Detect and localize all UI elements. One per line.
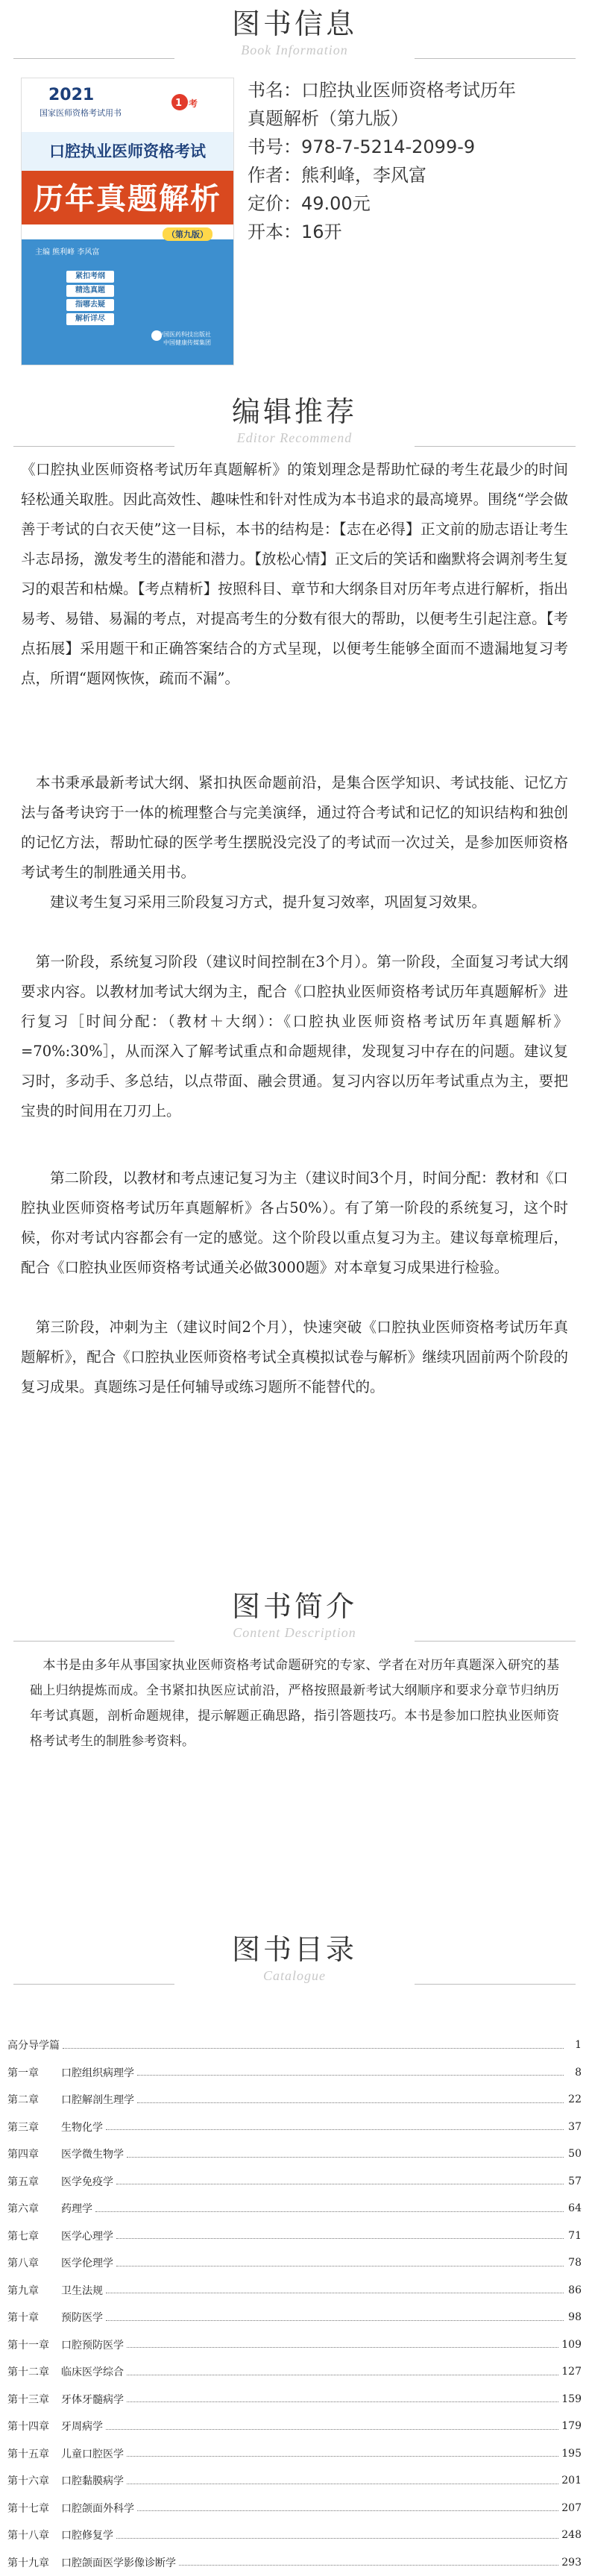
- toc-row: [7, 2222, 582, 2250]
- section-subtitle: Book Information: [0, 42, 589, 58]
- cover-series: 国家医师资格考试用书: [40, 107, 122, 119]
- cover-publisher: 中国医药科技出版社 中国健康传媒集团: [157, 330, 211, 347]
- cover-badge: 指哪去疑: [66, 299, 114, 311]
- toc-title: 口腔解剖生理学: [61, 2092, 134, 2107]
- toc-leader: [63, 2048, 564, 2049]
- section-header-description: [0, 1589, 589, 1641]
- toc-title: 口腔颌面外科学: [61, 2501, 134, 2516]
- toc-row: [7, 2032, 582, 2059]
- toc-page-number: 207: [561, 2502, 582, 2514]
- toc-title: 医学微生物学: [61, 2146, 124, 2161]
- toc-chapter: 第一章: [7, 2065, 61, 2080]
- toc-row: [7, 2495, 582, 2522]
- toc-title: 预防医学: [61, 2310, 103, 2325]
- svg-text:考: 考: [189, 98, 198, 109]
- section-header-catalogue: [0, 1932, 589, 1984]
- book-title-line2: 真题解析（第九版）: [248, 104, 568, 133]
- toc-row: [7, 2086, 582, 2114]
- toc-page-number: 50: [567, 2148, 582, 2160]
- recommend-paragraph: 第三阶段，冲刺为主（建议时间2个月），快速突破《口腔执业医师资格考试历年真题解析》，配合《口腔执业医师资格考试全真模拟试卷与解析》继续巩固前两个阶段的复习成果。真题练习是任何辅导或练习题所不能替代的。: [21, 1313, 568, 1402]
- toc-chapter: 第八章: [7, 2255, 61, 2270]
- toc-row: [7, 2467, 582, 2495]
- toc-page-number: 127: [561, 2366, 582, 2378]
- toc-chapter: 第四章: [7, 2146, 61, 2161]
- toc-leader: [179, 2565, 558, 2566]
- divider: [415, 1984, 576, 1985]
- svg-text:1: 1: [175, 98, 182, 109]
- toc-chapter: 第六章: [7, 2201, 61, 2216]
- toc-row: [7, 2114, 582, 2141]
- recommend-paragraph: 本书秉承最新考试大纲、紧扣执医命题前沿，是集合医学知识、考试技能、记忆方法与备考诀窍于一体的梳理整合与完美演绎，通过符合考试和记忆的知识结构和独创的记忆方法，帮助忙碌的医学考生摆脱没完没了的考试而一次过关，是参加医师资格考试考生的制胜通关用书。: [21, 768, 568, 888]
- divider: [415, 58, 576, 59]
- toc-page-number: 22: [567, 2093, 582, 2105]
- toc-row: [7, 2277, 582, 2305]
- book-cover-image: [21, 78, 234, 365]
- toc-leader: [137, 2075, 564, 2076]
- toc-row: [7, 2440, 582, 2468]
- toc-leader: [106, 2429, 558, 2430]
- recommend-paragraph: 建议考生复习采用三阶段复习方式，提升复习效率，巩固复习效果。: [21, 888, 568, 917]
- toc-row: [7, 2386, 582, 2413]
- cover-edition: （第九版）: [163, 227, 212, 241]
- toc-row: [7, 2331, 582, 2359]
- toc-chapter: 高分导学篇: [7, 2038, 60, 2052]
- toc-page-number: 1: [567, 2039, 582, 2051]
- toc-leader: [116, 2238, 564, 2239]
- toc-row: [7, 2195, 582, 2222]
- toc-page-number: 293: [561, 2557, 582, 2569]
- cover-big-title: 历年真题解析: [22, 175, 233, 218]
- toc-leader: [95, 2211, 564, 2212]
- toc-chapter: 第十四章: [7, 2419, 61, 2434]
- toc-row: [7, 2140, 582, 2168]
- toc-title: 口腔黏膜病学: [61, 2473, 124, 2488]
- section-title: 图书信息: [0, 6, 589, 42]
- toc-chapter: 第十章: [7, 2310, 61, 2325]
- toc-page-number: 195: [561, 2448, 582, 2460]
- toc-chapter: 第十七章: [7, 2501, 61, 2516]
- section-header-info: [0, 6, 589, 58]
- toc-title: 卫生法规: [61, 2283, 103, 2298]
- section-subtitle: Editor Recommend: [0, 430, 589, 446]
- toc-leader: [127, 2456, 558, 2457]
- book-info-list: [248, 76, 568, 246]
- recommend-paragraph: 第二阶段，以教材和考点速记复习为主（建议时间3个月，时间分配：教材和《口腔执业医师资格考试历年真题解析》各占50%）。有了第一阶段的系统复习，这个时候，你对考试内容都会有一定的感觉。这个阶段以重点复习为主。建议每章梳理后，配合《口腔执业医师资格考试通关必做3000题》对本章复习成果进行检验。: [21, 1163, 568, 1283]
- toc-chapter: 第五章: [7, 2174, 61, 2189]
- toc-chapter: 第三章: [7, 2120, 61, 2134]
- toc-row: [7, 2249, 582, 2277]
- toc-title: 医学免疫学: [61, 2174, 113, 2189]
- section-title: 编辑推荐: [0, 394, 589, 430]
- toc-page-number: 71: [567, 2230, 582, 2242]
- toc-leader: [127, 2347, 558, 2348]
- toc-row: [7, 2168, 582, 2196]
- book-isbn: 书号：978-7-5214-2099-9: [248, 133, 568, 161]
- divider: [415, 446, 576, 447]
- toc-leader: [127, 2157, 564, 2158]
- toc-page-number: 201: [561, 2475, 582, 2487]
- divider: [13, 446, 174, 447]
- toc-leader: [106, 2320, 564, 2321]
- toc-chapter: 第十二章: [7, 2364, 61, 2379]
- toc-chapter: 第十八章: [7, 2528, 61, 2542]
- toc-title: 牙体牙髓病学: [61, 2392, 124, 2407]
- book-price: 定价：49.00元: [248, 189, 568, 218]
- toc-leader: [137, 2510, 558, 2511]
- toc-leader: [116, 2538, 558, 2539]
- section-title: 图书目录: [0, 1932, 589, 1967]
- recommend-paragraph: 第一阶段，系统复习阶段（建议时间控制在3个月）。第一阶段，全面复习考试大纲要求内容。以教材加考试大纲为主，配合《口腔执业医师资格考试历年真题解析》进行复习［时间分配：（教材＋大纲）：《口腔执业医师资格考试历年真题解析》=70%:30%］，从而深入了解考试重点和命题规律，发现复习中存在的问题。建议复习时，多动手、多总结，以点带面、融会贯通。复习内容以历年考试重点为主，要把宝贵的时间用在刀刃上。: [21, 947, 568, 1126]
- toc-row: [7, 2522, 582, 2549]
- section-title: 图书简介: [0, 1589, 589, 1624]
- toc-page-number: 78: [567, 2257, 582, 2269]
- toc-page-number: 57: [567, 2176, 582, 2187]
- recommend-paragraph: 《口腔执业医师资格考试历年真题解析》的策划理念是帮助忙碌的考生花最少的时间轻松通关取胜。因此高效性、趣味性和针对性成为本书追求的最高境界。围绕“学会做善于考试的白衣天使”这一目标，本书的结构是：【志在必得】正文前的励志语让考生斗志昂扬，激发考生的潜能和潜力。【放松心情】正文后的笑话和幽默将会调剂考生复习的艰苦和枯燥。【考点精析】按照科目、章节和大纲条目对历年考点进行解析，指出易考、易错、易漏的考点，对提高考生的分数有很大的帮助，以便考生引起注意。【考点拓展】采用题干和正确答案结合的方式呈现，以便考生能够全面而不遗漏地复习考点，所谓“题网恢恢，疏而不漏”。: [21, 455, 568, 694]
- divider: [13, 1984, 174, 1985]
- toc-page-number: 179: [561, 2420, 582, 2432]
- cover-badges: [66, 271, 114, 327]
- toc-leader: [137, 2102, 564, 2103]
- divider: [415, 1641, 576, 1642]
- description-paragraph: 本书是由多年从事国家执业医师资格考试命题研究的专家、学者在对历年真题深入研究的基础上归纳提炼而成。全书紧扣执医应试前沿，严格按照最新考试大纲顺序和要求分章节归纳历年考试真题，剖析命题规律，提示解题正确思路，指引答题技巧。本书是参加口腔执业医师资格考试考生的制胜参考资料。: [30, 1653, 559, 1754]
- toc-row: [7, 2059, 582, 2087]
- toc-title: 牙周病学: [61, 2419, 103, 2434]
- toc-page-number: 37: [567, 2121, 582, 2133]
- toc-title: 临床医学综合: [61, 2364, 124, 2379]
- toc-chapter: 第十六章: [7, 2473, 61, 2488]
- toc-row: [7, 2304, 582, 2331]
- book-format: 开本：16开: [248, 218, 568, 246]
- section-header-recommend: [0, 394, 589, 446]
- toc-row: [7, 2358, 582, 2386]
- toc-title: 口腔颌面医学影像诊断学: [61, 2555, 176, 2570]
- toc-leader: [106, 2129, 564, 2130]
- toc-row: [7, 2413, 582, 2440]
- toc-page-number: 8: [567, 2067, 582, 2079]
- book-title-line1: 书名：口腔执业医师资格考试历年: [248, 76, 568, 104]
- section-subtitle: Content Description: [0, 1624, 589, 1641]
- book-authors: 作者：熊利峰，李风富: [248, 161, 568, 189]
- cover-year: 2021: [48, 86, 94, 104]
- cover-badge: 紧扣考纲: [66, 271, 114, 283]
- toc-page-number: 86: [567, 2284, 582, 2296]
- toc-chapter: 第十九章: [7, 2555, 61, 2570]
- toc-page-number: 98: [567, 2311, 582, 2323]
- toc-chapter: 第二章: [7, 2092, 61, 2107]
- toc-page-number: 159: [561, 2393, 582, 2405]
- cover-authors: 主编 熊利峰 李风富: [35, 245, 99, 257]
- toc-title: 口腔预防医学: [61, 2337, 124, 2352]
- toc-chapter: 第七章: [7, 2228, 61, 2243]
- toc-title: 医学心理学: [61, 2228, 113, 2243]
- toc-title: 儿童口腔医学: [61, 2446, 124, 2461]
- publisher-logo-icon: [169, 90, 207, 114]
- toc-chapter: 第十五章: [7, 2446, 61, 2461]
- toc-title: 医学伦理学: [61, 2255, 113, 2270]
- toc-page-number: 64: [567, 2202, 582, 2214]
- table-of-contents: [7, 2032, 582, 2576]
- cover-badge: 精选真题: [66, 285, 114, 297]
- toc-title: 口腔修复学: [61, 2528, 113, 2542]
- toc-leader: [127, 2401, 558, 2402]
- section-subtitle: Catalogue: [0, 1967, 589, 1984]
- toc-chapter: 第九章: [7, 2283, 61, 2298]
- toc-row: [7, 2549, 582, 2576]
- toc-title: 药理学: [61, 2201, 92, 2216]
- cover-badge: 解析详尽: [66, 313, 114, 325]
- divider: [13, 1641, 174, 1642]
- toc-title: 生物化学: [61, 2120, 103, 2134]
- toc-page-number: 109: [561, 2339, 582, 2351]
- toc-chapter: 第十三章: [7, 2392, 61, 2407]
- divider: [13, 58, 174, 59]
- cover-title: 口腔执业医师资格考试: [22, 139, 233, 162]
- toc-page-number: 248: [561, 2529, 582, 2541]
- toc-title: 口腔组织病理学: [61, 2065, 134, 2080]
- toc-chapter: 第十一章: [7, 2337, 61, 2352]
